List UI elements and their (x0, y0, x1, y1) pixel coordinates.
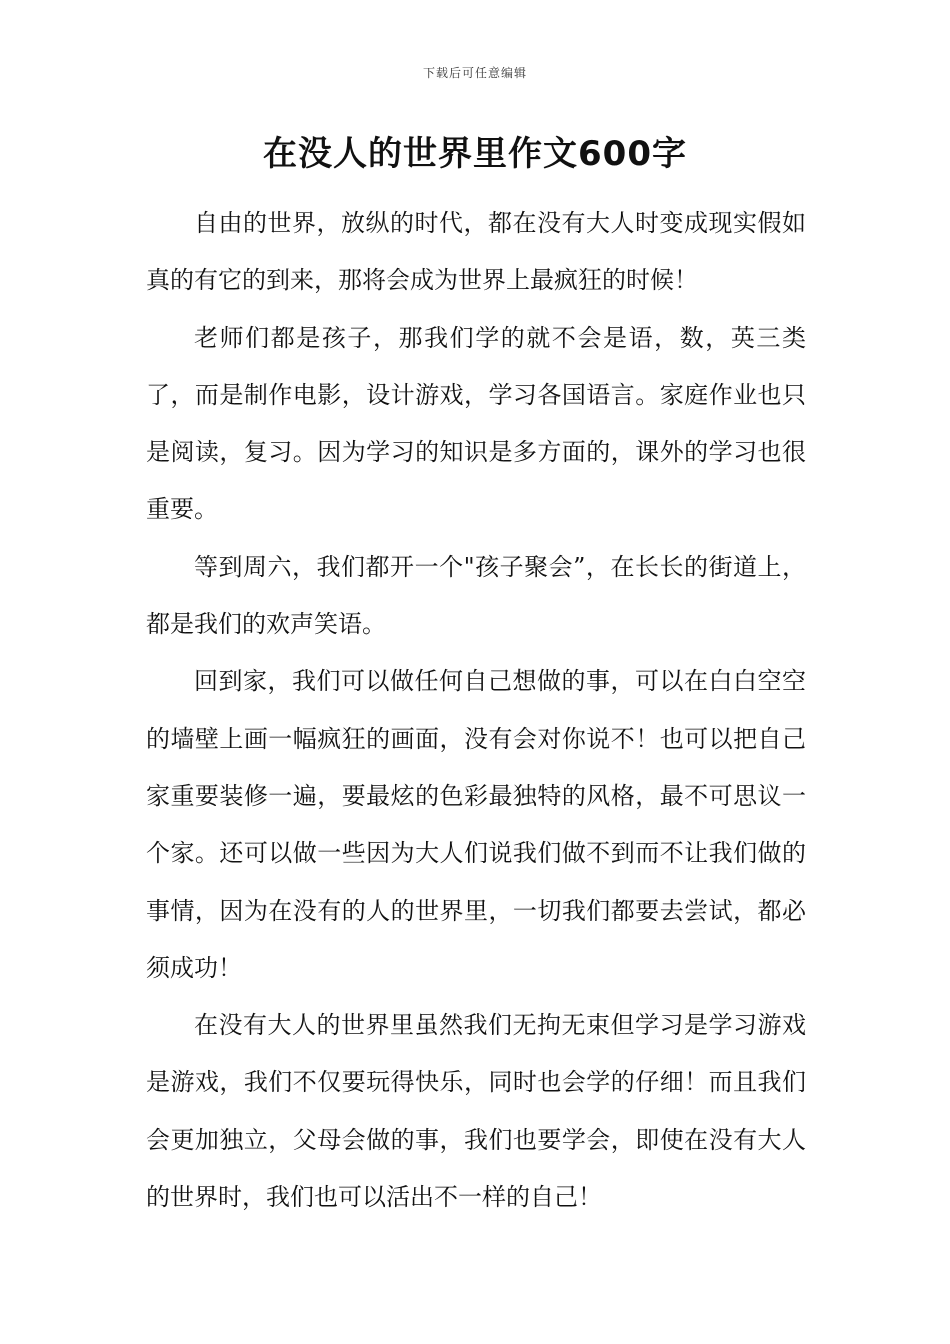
document-title: 在没人的世界里作文600字 (263, 134, 687, 174)
paragraph-5: 在没有大人的世界里虽然我们无拘无束但学习是学习游戏是游戏，我们不仅要玩得快乐，同时也会学的仔细！而且我们会更加独立，父母会做的事，我们也要学会，即使在没有大人的世界时，我们也可以活出不一样的自己！ (146, 1011, 806, 1212)
paragraph-2: 老师们都是孩子，那我们学的就不会是语，数，英三类了，而是制作电影，设计游戏，学习各国语言。家庭作业也只是阅读，复习。因为学习的知识是多方面的，课外的学习也很重要。 (146, 323, 806, 524)
paragraph-4: 回到家，我们可以做任何自己想做的事，可以在白白空空的墙壁上画一幅疯狂的画面，没有会对你说不！也可以把自己家重要装修一遍，要最炫的色彩最独特的风格，最不可思议一个家。还可以做一些因为大人们说我们做不到而不让我们做的事情，因为在没有的人的世界里，一切我们都要去尝试，都必须成功！ (146, 667, 806, 982)
header-note: 下载后可任意编辑 (422, 66, 527, 80)
paragraph-1: 自由的世界，放纵的时代，都在没有大人时变成现实假如真的有它的到来，那将会成为世界上最疯狂的时候！ (146, 209, 806, 295)
paragraph-3: 等到周六，我们都开一个"孩子聚会”，在长长的街道上，都是我们的欢声笑语。 (146, 552, 806, 639)
document-body (146, 195, 806, 1226)
